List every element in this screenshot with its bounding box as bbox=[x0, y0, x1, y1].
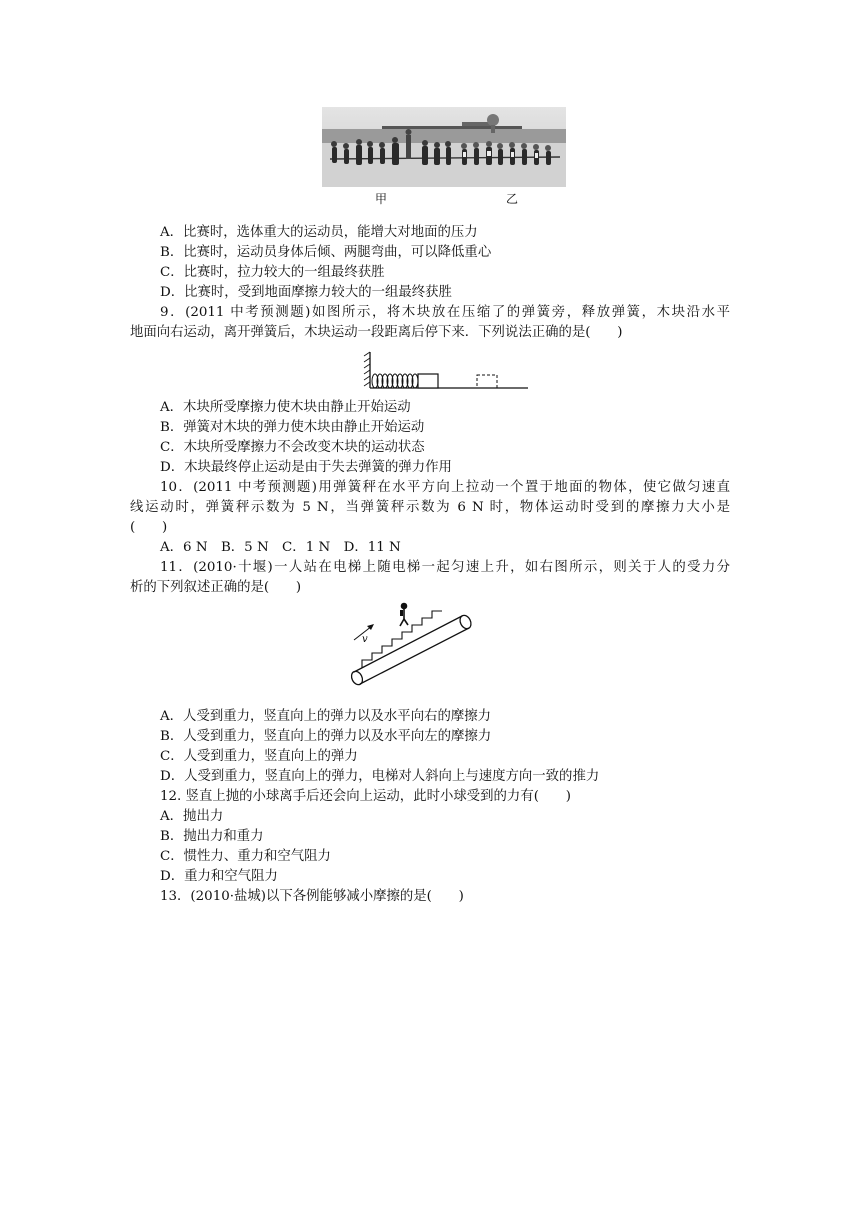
q11-option-c: C．人受到重力，竖直向上的弹力 bbox=[160, 749, 358, 764]
q11-stem-line2: 析的下列叙述正确的是( ) bbox=[130, 580, 302, 595]
q8-option-c: C．比赛时，拉力较大的一组最终获胜 bbox=[160, 265, 385, 280]
q11-option-b: B．人受到重力，竖直向上的弹力以及水平向左的摩擦力 bbox=[160, 729, 492, 744]
velocity-label: v bbox=[362, 634, 368, 645]
q11-option-a: A．人受到重力，竖直向上的弹力以及水平向右的摩擦力 bbox=[160, 709, 492, 724]
escalator-diagram bbox=[340, 596, 480, 692]
q10-stem-line2: 线运动时，弹簧秤示数为 5 N，当弹簧秤示数为 6 N 时，物体运动时受到的摩擦力大小是 bbox=[130, 500, 730, 515]
q12-option-c: C．惯性力、重力和空气阻力 bbox=[160, 849, 331, 864]
tug-of-war-photo bbox=[322, 107, 566, 187]
q12-stem: 12. 竖直上抛的小球离手后还会向上运动，此时小球受到的力有( ) bbox=[160, 789, 571, 804]
q10-options: A．6 N B．5 N C．1 N D．11 N bbox=[160, 540, 401, 555]
q13-stem: 13．(2010·盐城)以下各例能够减小摩擦的是( ) bbox=[160, 889, 464, 904]
q12-option-d: D．重力和空气阻力 bbox=[160, 869, 278, 884]
q10-stem-line3: ( ) bbox=[130, 520, 168, 535]
photo-label-right: 乙 bbox=[506, 192, 519, 206]
q12-option-b: B．抛出力和重力 bbox=[160, 829, 264, 844]
q11-stem-line1: 11．(2010·十堰)一人站在电梯上随电梯一起匀速上升，如右图所示，则关于人的受力分 bbox=[160, 560, 730, 575]
q9-option-d: D．木块最终停止运动是由于失去弹簧的弹力作用 bbox=[160, 460, 452, 475]
q9-option-c: C．木块所受摩擦力不会改变木块的运动状态 bbox=[160, 440, 425, 455]
q8-option-d: D．比赛时，受到地面摩擦力较大的一组最终获胜 bbox=[160, 285, 452, 300]
q9-option-b: B．弹簧对木块的弹力使木块由静止开始运动 bbox=[160, 420, 425, 435]
photo-label-left: 甲 bbox=[375, 192, 388, 206]
q8-option-b: B．比赛时，运动员身体后倾、两腿弯曲，可以降低重心 bbox=[160, 245, 492, 260]
q10-stem-line1: 10．(2011 中考预测题)用弹簧秤在水平方向上拉动一个置于地面的物体，使它做匀速直 bbox=[160, 480, 730, 495]
q8-option-a: A．比赛时，选体重大的运动员，能增大对地面的压力 bbox=[160, 225, 478, 240]
spring-block-diagram bbox=[360, 348, 530, 394]
q11-option-d: D．人受到重力，竖直向上的弹力，电梯对人斜向上与速度方向一致的推力 bbox=[160, 769, 600, 784]
q9-stem-line1: 9．(2011 中考预测题)如图所示，将木块放在压缩了的弹簧旁，释放弹簧，木块沿水平 bbox=[160, 305, 730, 320]
q9-option-a: A．木块所受摩擦力使木块由静止开始运动 bbox=[160, 400, 411, 415]
q9-stem-line2: 地面向右运动，离开弹簧后，木块运动一段距离后停下来．下列说法正确的是( ) bbox=[130, 325, 623, 340]
q12-option-a: A．抛出力 bbox=[160, 809, 224, 824]
